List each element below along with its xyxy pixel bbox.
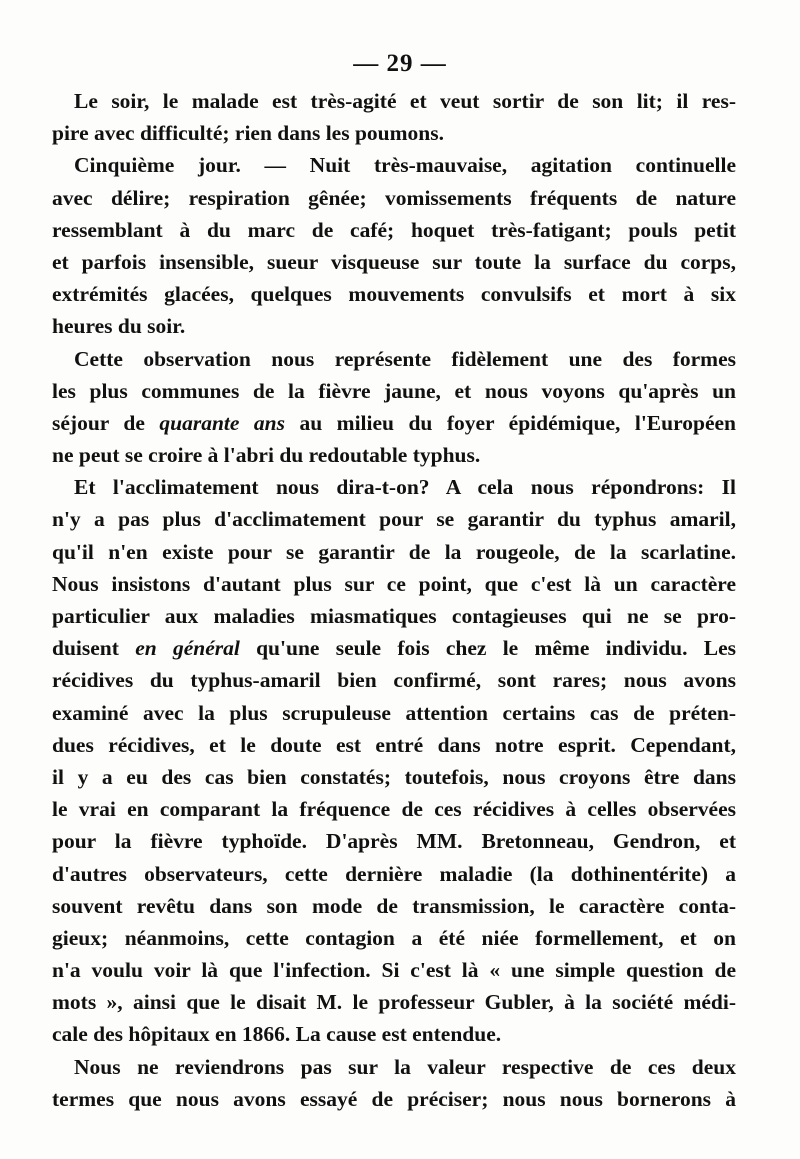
text-line: Nous ne reviendrons pas sur la valeur respective de ces deux — [74, 1054, 736, 1079]
text-line: qu'il n'en existe pour se garantir de la rougeole, de la scarlatine. — [52, 539, 736, 564]
text-line: examiné avec la plus scrupuleuse attention certains cas de préten- — [52, 700, 736, 725]
text-line: dues récidives, et le doute est entré dans notre esprit. Cependant, — [52, 732, 736, 757]
text-line: le vrai en comparant la fréquence de ces récidives à celles observées — [52, 797, 736, 822]
text-line: particulier aux maladies miasmatiques contagieuses qui ne se pro- — [52, 604, 736, 628]
italic-text: en général — [135, 636, 240, 661]
text-line: Nous insistons d'autant plus sur ce point, que c'est là un caractère — [52, 571, 736, 596]
text-line: les plus communes de la fièvre jaune, et nous voyons qu'après un — [52, 378, 736, 403]
text-line: mots », ainsi que le disait M. le professeur Gubler, à la société médi- — [52, 990, 736, 1015]
text-segment: au milieu du foyer épidémique, l'Européen — [285, 410, 736, 435]
text-line: ne peut se croire à l'abri du redoutable typhus. — [52, 443, 481, 468]
text-line: il y a eu des cas bien constatés; toutefois, nous croyons être dans — [52, 764, 736, 789]
text-line: Et l'acclimatement nous dira-t-on? A cela nous répondrons: Il — [74, 475, 736, 500]
text-segment: duisent — [52, 636, 136, 661]
text-line — [52, 632, 736, 664]
text-line: d'autres observateurs, cette dernière maladie (la dothinentérite) a — [52, 861, 736, 886]
text-line — [52, 407, 736, 439]
text-line: et parfois insensible, sueur visqueuse sur toute la surface du corps, — [52, 249, 736, 274]
text-line: Le soir, le malade est très-agité et veut sortir de son lit; il res- — [74, 89, 736, 113]
text-line: pire avec difficulté; rien dans les poumons. — [52, 121, 444, 146]
text-segment: qu'une seule fois chez le même individu. Les — [239, 636, 737, 661]
italic-text: quarante ans — [159, 410, 285, 435]
text-line: cale des hôpitaux en 1866. La cause est entendue. — [52, 1022, 502, 1047]
text-line: pour la fièvre typhoïde. D'après MM. Bretonneau, Gendron, et — [52, 829, 736, 854]
text-line: n'y a pas plus d'acclimatement pour se garantir du typhus amaril, — [52, 507, 736, 532]
text-line: ressemblant à du marc de café; hoquet très-fatigant; pouls petit — [52, 217, 736, 242]
text-line: extrémités glacées, quelques mouvements convulsifs et mort à six — [52, 282, 736, 307]
body-text — [52, 85, 736, 1115]
text-line: Cinquième jour. — Nuit très-mauvaise, agitation continuelle — [74, 153, 736, 178]
text-line: avec délire; respiration gênée; vomissements fréquents de nature — [52, 185, 736, 210]
text-line: souvent revêtu dans son mode de transmission, le caractère conta- — [52, 893, 736, 918]
text-line: heures du soir. — [52, 314, 186, 339]
page-number: — 29 — — [353, 50, 447, 77]
text-line: gieux; néanmoins, cette contagion a été niée formellement, et on — [52, 925, 736, 950]
text-segment: séjour de — [52, 410, 160, 435]
text-line: n'a voulu voir là que l'infection. Si c'est là « une simple question de — [52, 958, 736, 983]
text-line: Cette observation nous représente fidèlement une des formes — [74, 346, 736, 371]
text-line: termes que nous avons essayé de préciser; nous nous bornerons à — [52, 1086, 736, 1111]
text-line: récidives du typhus-amaril bien confirmé, sont rares; nous avons — [52, 668, 736, 693]
